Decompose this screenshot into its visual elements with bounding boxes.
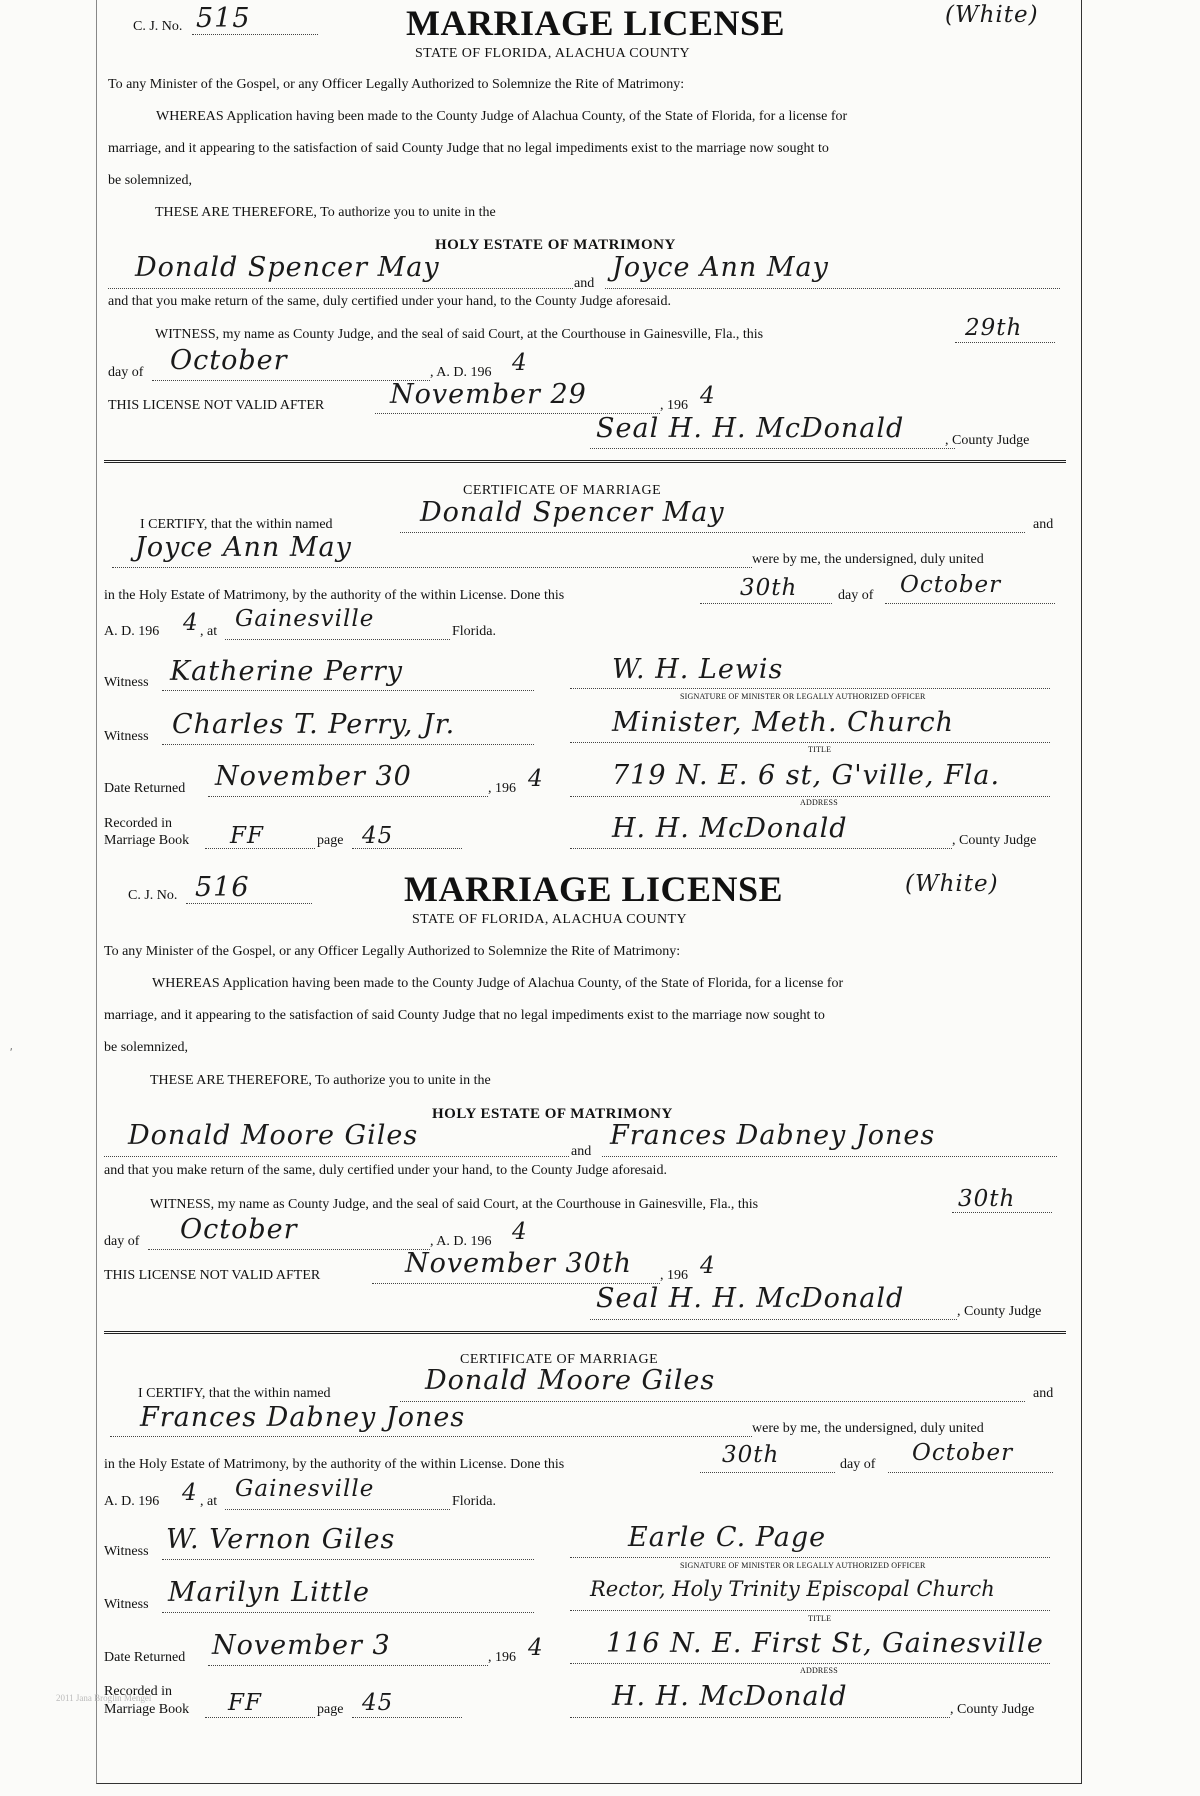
page-label: page — [317, 833, 344, 848]
officer-title: Minister, Meth. Church — [612, 707, 954, 738]
cj-number: 515 — [196, 3, 251, 34]
witness-1-label: Witness — [104, 675, 149, 690]
license-title: MARRIAGE LICENSE — [404, 869, 784, 909]
witness-2: Charles T. Perry, Jr. — [172, 709, 456, 740]
judge-signature: Seal H. H. McDonald — [596, 413, 905, 444]
and-label-2: and — [1033, 517, 1054, 532]
recorder-signature: H. H. McDonald — [612, 1681, 848, 1712]
return-line: and that you make return of the same, duly certified under your hand, to the County Judge aforesaid. — [104, 1163, 667, 1178]
united-label: were by me, the undersigned, duly united — [752, 552, 984, 567]
date-returned-label: Date Returned — [104, 1650, 186, 1665]
done-day: 30th — [722, 1442, 780, 1468]
year-digit: 4 — [512, 1219, 528, 1245]
race-note: (White) — [945, 2, 1039, 28]
race-note: (White) — [905, 871, 999, 897]
witness-day: 29th — [965, 315, 1023, 341]
date-returned: November 30 — [215, 761, 412, 792]
state-county: STATE OF FLORIDA, ALACHUA COUNTY — [412, 912, 687, 927]
page-label: page — [317, 1702, 344, 1717]
recorder-signature: H. H. McDonald — [612, 813, 848, 844]
whereas-line-3: be solemnized, — [104, 1040, 188, 1055]
bride-name: Joyce Ann May — [612, 252, 829, 283]
signature-caption: SIGNATURE OF MINISTER OR LEGALLY AUTHORIZED OFFICER — [680, 1561, 926, 1570]
book: FF — [230, 823, 264, 849]
cert-bride: Joyce Ann May — [135, 532, 352, 563]
ad-at-label: A. D. 196 — [104, 624, 160, 639]
preamble: To any Minister of the Gospel, or any Officer Legally Authorized to Solemnize the Rite of Matrimony: — [104, 944, 681, 959]
whereas-line-2: marriage, and it appearing to the satisfaction of said County Judge that no legal impediments exist to the marriage now sought to — [108, 141, 829, 156]
date-returned-label: Date Returned — [104, 781, 186, 796]
day-of-label-2: day of — [840, 1457, 876, 1472]
not-valid-label: THIS LICENSE NOT VALID AFTER — [108, 398, 325, 413]
judge-signature: Seal H. H. McDonald — [596, 1283, 905, 1314]
done-year: 4 — [182, 1480, 198, 1506]
witness-line: WITNESS, my name as County Judge, and the seal of said Court, at the Courthouse in Gainesville, Fla., this — [150, 1197, 759, 1212]
ad-at-label: A. D. 196 — [104, 1494, 160, 1509]
date-returned: November 3 — [212, 1630, 391, 1661]
officer-address: 719 N. E. 6 st, G'ville, Fla. — [612, 760, 1001, 791]
county-judge-label-2: , County Judge — [952, 833, 1037, 848]
officer-signature: Earle C. Page — [628, 1522, 827, 1553]
marriage-book-label: Marriage Book — [104, 1702, 190, 1717]
return-line: and that you make return of the same, duly certified under your hand, to the County Judge aforesaid. — [108, 294, 671, 309]
address-caption: ADDRESS — [800, 1666, 838, 1675]
certify-label: I CERTIFY, that the within named — [140, 517, 333, 532]
county-judge-label-2: , County Judge — [950, 1702, 1035, 1717]
witness-1-label: Witness — [104, 1544, 149, 1559]
watermark: 2011 Jana Broglin Mengel — [56, 1693, 152, 1703]
year-digit: 4 — [512, 350, 528, 376]
page-number: 45 — [362, 1690, 394, 1716]
florida-label: Florida. — [452, 1494, 496, 1509]
state-county: STATE OF FLORIDA, ALACHUA COUNTY — [415, 46, 690, 61]
license-title: MARRIAGE LICENSE — [406, 3, 786, 43]
place: Gainesville — [235, 1476, 375, 1502]
not-valid-date: November 29 — [390, 379, 587, 410]
address-caption: ADDRESS — [800, 798, 838, 807]
and-label: and — [574, 276, 595, 291]
preamble: To any Minister of the Gospel, or any Officer Legally Authorized to Solemnize the Rite of Matrimony: — [108, 77, 685, 92]
place: Gainesville — [235, 606, 375, 632]
holy-estate-heading: HOLY ESTATE OF MATRIMONY — [435, 237, 676, 253]
cert-groom: Donald Moore Giles — [425, 1365, 716, 1396]
day-of-label: day of — [108, 365, 144, 380]
page-number: 45 — [362, 823, 394, 849]
cj-number-label: C. J. No. — [128, 888, 178, 903]
certificate-title: CERTIFICATE OF MARRIAGE — [460, 1352, 659, 1367]
marriage-book-label: Marriage Book — [104, 833, 190, 848]
witness-1: W. Vernon Giles — [166, 1524, 396, 1555]
not-valid-label: THIS LICENSE NOT VALID AFTER — [104, 1268, 321, 1283]
witness-2-label: Witness — [104, 1597, 149, 1612]
holy-estate-heading: HOLY ESTATE OF MATRIMONY — [432, 1106, 673, 1122]
whereas-line-1: WHEREAS Application having been made to the County Judge of Alachua County, of the State of Florida, for a license for — [152, 976, 844, 991]
day-of-label-2: day of — [838, 588, 874, 603]
done-year: 4 — [183, 610, 199, 636]
not-valid-date: November 30th — [405, 1248, 633, 1279]
not-valid-year: 4 — [700, 383, 716, 409]
witness-day: 30th — [958, 1186, 1016, 1212]
returned-year: 4 — [528, 766, 544, 792]
cert-bride: Frances Dabney Jones — [140, 1402, 466, 1433]
groom-name: Donald Spencer May — [135, 252, 440, 283]
and-label: and — [571, 1144, 592, 1159]
county-judge-label: , County Judge — [945, 433, 1030, 448]
united-label: were by me, the undersigned, duly united — [752, 1421, 984, 1436]
year-suffix-label: , 196 — [488, 1650, 516, 1665]
section-divider — [104, 1331, 1066, 1336]
not-valid-year: 4 — [700, 1253, 716, 1279]
certify-label: I CERTIFY, that the within named — [138, 1386, 331, 1401]
ad-label: , A. D. 196 — [430, 365, 492, 380]
witness-2: Marilyn Little — [168, 1577, 371, 1608]
year-suffix-label: , 196 — [488, 781, 516, 796]
florida-label: Florida. — [452, 624, 496, 639]
title-caption: TITLE — [808, 1614, 832, 1623]
holy-authority-label: in the Holy Estate of Matrimony, by the authority of the within License. Done this — [104, 588, 565, 603]
year-label: , 196 — [660, 398, 688, 413]
whereas-line-3: be solemnized, — [108, 173, 192, 188]
certificate-title: CERTIFICATE OF MARRIAGE — [463, 483, 662, 498]
witness-2-label: Witness — [104, 729, 149, 744]
officer-title: Rector, Holy Trinity Episcopal Church — [590, 1577, 995, 1601]
ad-label: , A. D. 196 — [430, 1234, 492, 1249]
officer-address: 116 N. E. First St, Gainesville — [606, 1628, 1044, 1659]
section-divider — [104, 460, 1066, 465]
therefore-line: THESE ARE THEREFORE, To authorize you to unite in the — [150, 1073, 491, 1088]
day-of-label: day of — [104, 1234, 140, 1249]
and-label-2: and — [1033, 1386, 1054, 1401]
witness-1: Katherine Perry — [170, 656, 403, 687]
year-label: , 196 — [660, 1268, 688, 1283]
done-month: October — [900, 572, 1002, 598]
recorded-in-label: Recorded in — [104, 1684, 173, 1699]
book: FF — [228, 1690, 262, 1716]
signature-caption: SIGNATURE OF MINISTER OR LEGALLY AUTHORIZED OFFICER — [680, 692, 926, 701]
returned-year: 4 — [528, 1635, 544, 1661]
witness-month: October — [170, 345, 288, 376]
recorded-in-label: Recorded in — [104, 816, 173, 831]
cert-groom: Donald Spencer May — [420, 497, 725, 528]
witness-line: WITNESS, my name as County Judge, and the seal of said Court, at the Courthouse in Gainesville, Fla., this — [155, 327, 764, 342]
at-label: , at — [200, 624, 218, 639]
margin-mark: ʹ — [10, 1045, 13, 1059]
groom-name: Donald Moore Giles — [128, 1120, 419, 1151]
whereas-line-1: WHEREAS Application having been made to the County Judge of Alachua County, of the State of Florida, for a license for — [156, 109, 848, 124]
done-day: 30th — [740, 575, 798, 601]
therefore-line: THESE ARE THEREFORE, To authorize you to unite in the — [155, 205, 496, 220]
cj-number: 516 — [195, 872, 250, 903]
officer-signature: W. H. Lewis — [612, 654, 784, 685]
bride-name: Frances Dabney Jones — [610, 1120, 936, 1151]
title-caption: TITLE — [808, 745, 832, 754]
whereas-line-2: marriage, and it appearing to the satisfaction of said County Judge that no legal impediments exist to the marriage now sought to — [104, 1008, 825, 1023]
cj-number-label: C. J. No. — [133, 19, 183, 34]
done-month: October — [912, 1440, 1014, 1466]
holy-authority-label: in the Holy Estate of Matrimony, by the authority of the within License. Done this — [104, 1457, 565, 1472]
witness-month: October — [180, 1214, 298, 1245]
at-label: , at — [200, 1494, 218, 1509]
county-judge-label: , County Judge — [957, 1304, 1042, 1319]
